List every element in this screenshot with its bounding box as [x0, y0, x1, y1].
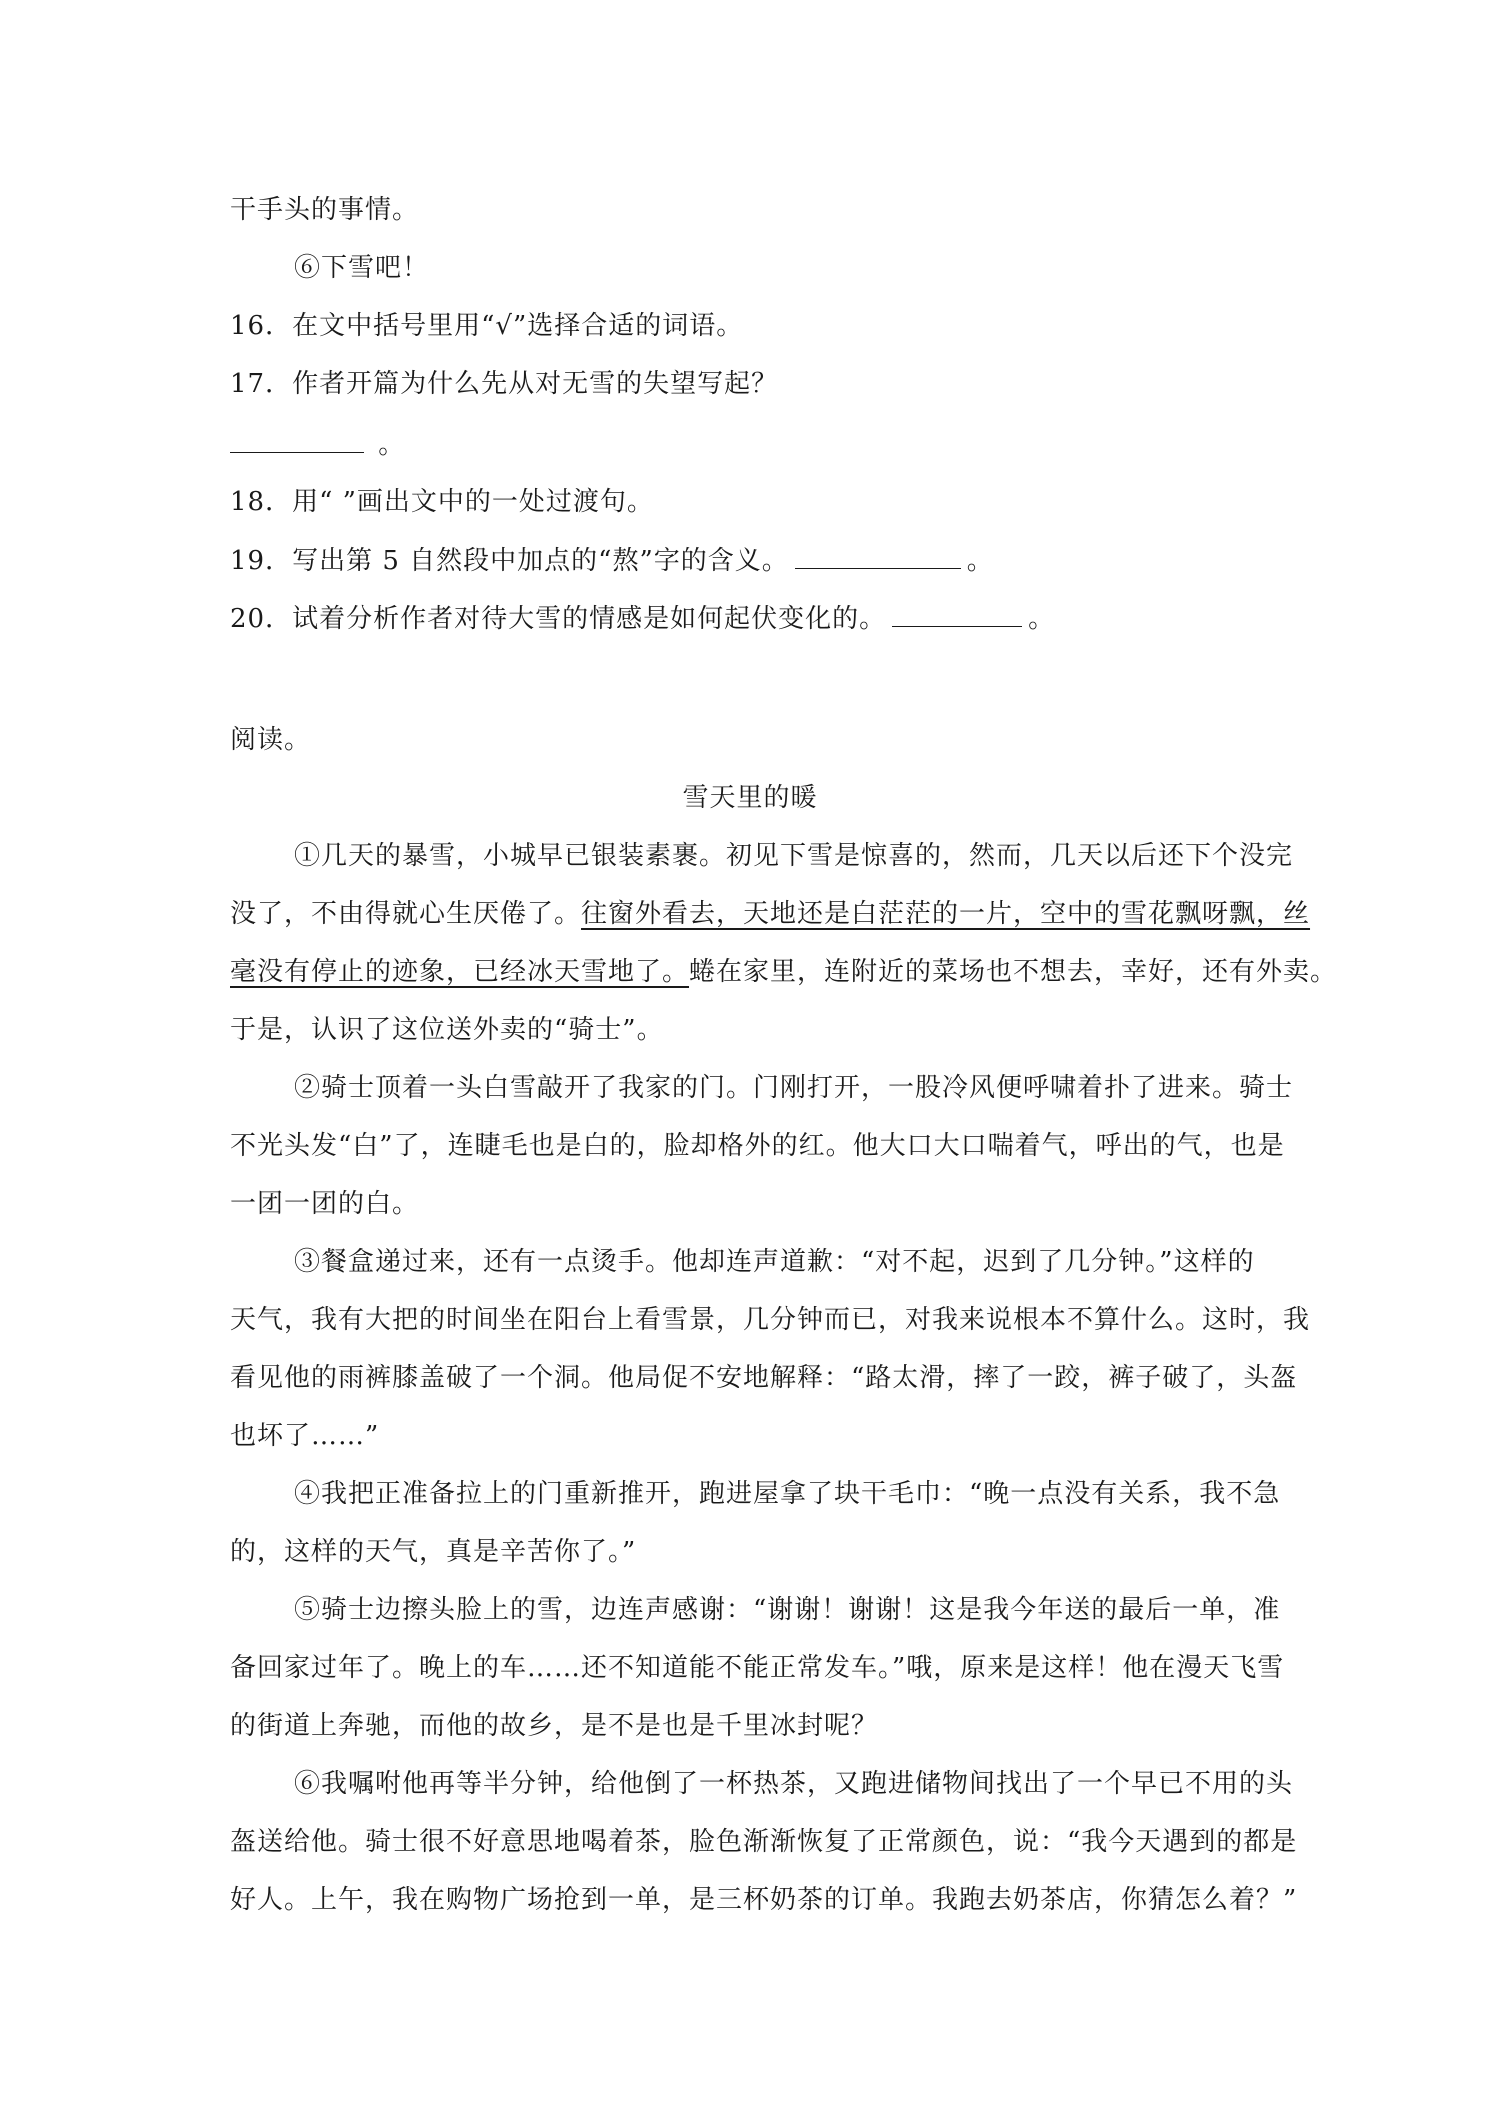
reading-heading: 阅读。 [230, 725, 312, 755]
paragraph-5-line-3: 的街道上奔驰，而他的故乡，是不是也是千里冰封呢？ [230, 1711, 879, 1741]
underlined-sentence: 毫没有停止的迹象，已经冰天雪地了。 [230, 957, 690, 987]
paragraph-5-line-1: ⑤骑士边擦头脸上的雪，边连声感谢：“谢谢！谢谢！这是我今年送的最后一单，准 [294, 1595, 1281, 1625]
paragraph-3-line-2: 天气，我有大把的时间坐在阳台上看雪景，几分钟而已，对我来说根本不算什么。这时，我 [230, 1305, 1311, 1335]
question-19 [230, 542, 1270, 579]
paragraph-1-line-3 [230, 954, 1338, 990]
question-19-end: 。 [966, 546, 994, 576]
paragraph-3-line-1: ③餐盒递过来，还有一点烫手。他却连声道歉：“对不起，迟到了几分钟。”这样的 [294, 1247, 1255, 1277]
question-18: 18．用“ ”画出文中的一处过渡句。 [230, 487, 654, 517]
question-17-end: 。 [378, 430, 405, 460]
question-20-end: 。 [1028, 604, 1056, 634]
question-17-answer-line [230, 426, 404, 463]
question-20-text: 20．试着分析作者对待大雪的情感是如何起伏变化的。 [230, 604, 887, 634]
question-20 [230, 600, 1270, 637]
item-6: ⑥下雪吧！ [294, 253, 430, 283]
paragraph-2-line-3: 一团一团的白。 [230, 1189, 420, 1219]
paragraph-2-line-2: 不光头发“白”了，连睫毛也是白的，脸却格外的红。他大口大口喘着气，呼出的气，也是 [230, 1131, 1285, 1161]
question-19-text: 19．写出第 5 自然段中加点的“熬”字的含义。 [230, 546, 789, 576]
question-16: 16．在文中括号里用“√”选择合适的词语。 [230, 311, 744, 341]
paragraph-2-line-1: ②骑士顶着一头白雪敲开了我家的门。门刚打开，一股冷风便呼啸着扑了进来。骑士 [294, 1073, 1294, 1103]
paragraph-3-line-3: 看见他的雨裤膝盖破了一个洞。他局促不安地解释：“路太滑，摔了一跤，裤子破了，头盔 [230, 1363, 1298, 1393]
answer-blank[interactable] [230, 426, 364, 453]
paragraph-1-text: 没了，不由得就心生厌倦了。 [230, 899, 582, 929]
paragraph-5-line-2: 备回家过年了。晚上的车……还不知道能不能正常发车。”哦，原来是这样！他在漫天飞雪 [230, 1653, 1285, 1683]
passage-title: 雪天里的暖 [682, 783, 818, 813]
paragraph-3-line-4: 也坏了……” [230, 1421, 380, 1451]
answer-blank[interactable] [892, 600, 1022, 627]
question-17: 17．作者开篇为什么先从对无雪的失望写起？ [230, 369, 779, 399]
paragraph-4-line-2: 的，这样的天气，真是辛苦你了。” [230, 1537, 637, 1567]
paragraph-6-line-2: 盔送给他。骑士很不好意思地喝着茶，脸色渐渐恢复了正常颜色，说：“我今天遇到的都是 [230, 1827, 1298, 1857]
paragraph-6-line-1: ⑥我嘱咐他再等半分钟，给他倒了一杯热茶，又跑进储物间找出了一个早已不用的头 [294, 1769, 1294, 1799]
paragraph-6-line-3: 好人。上午，我在购物广场抢到一单，是三杯奶茶的订单。我跑去奶茶店，你猜怎么着？” [230, 1885, 1298, 1915]
paragraph-1-line-1: ①几天的暴雪，小城早已银装素裹。初见下雪是惊喜的，然而，几天以后还下个没完 [294, 841, 1294, 871]
paragraph-1-line-4: 于是，认识了这位送外卖的“骑士”。 [230, 1015, 664, 1045]
paragraph-1-line-2 [230, 896, 1311, 932]
paragraph-4-line-1: ④我把正准备拉上的门重新推开，跑进屋拿了块干毛巾：“晚一点没有关系，我不急 [294, 1479, 1281, 1509]
paragraph-1-text: 蜷在家里，连附近的菜场也不想去，幸好，还有外卖。 [689, 957, 1338, 987]
underlined-sentence: 往窗外看去，天地还是白茫茫的一片，空中的雪花飘呀飘，丝 [581, 899, 1311, 929]
answer-blank[interactable] [795, 542, 961, 569]
continued-line: 干手头的事情。 [230, 195, 420, 225]
